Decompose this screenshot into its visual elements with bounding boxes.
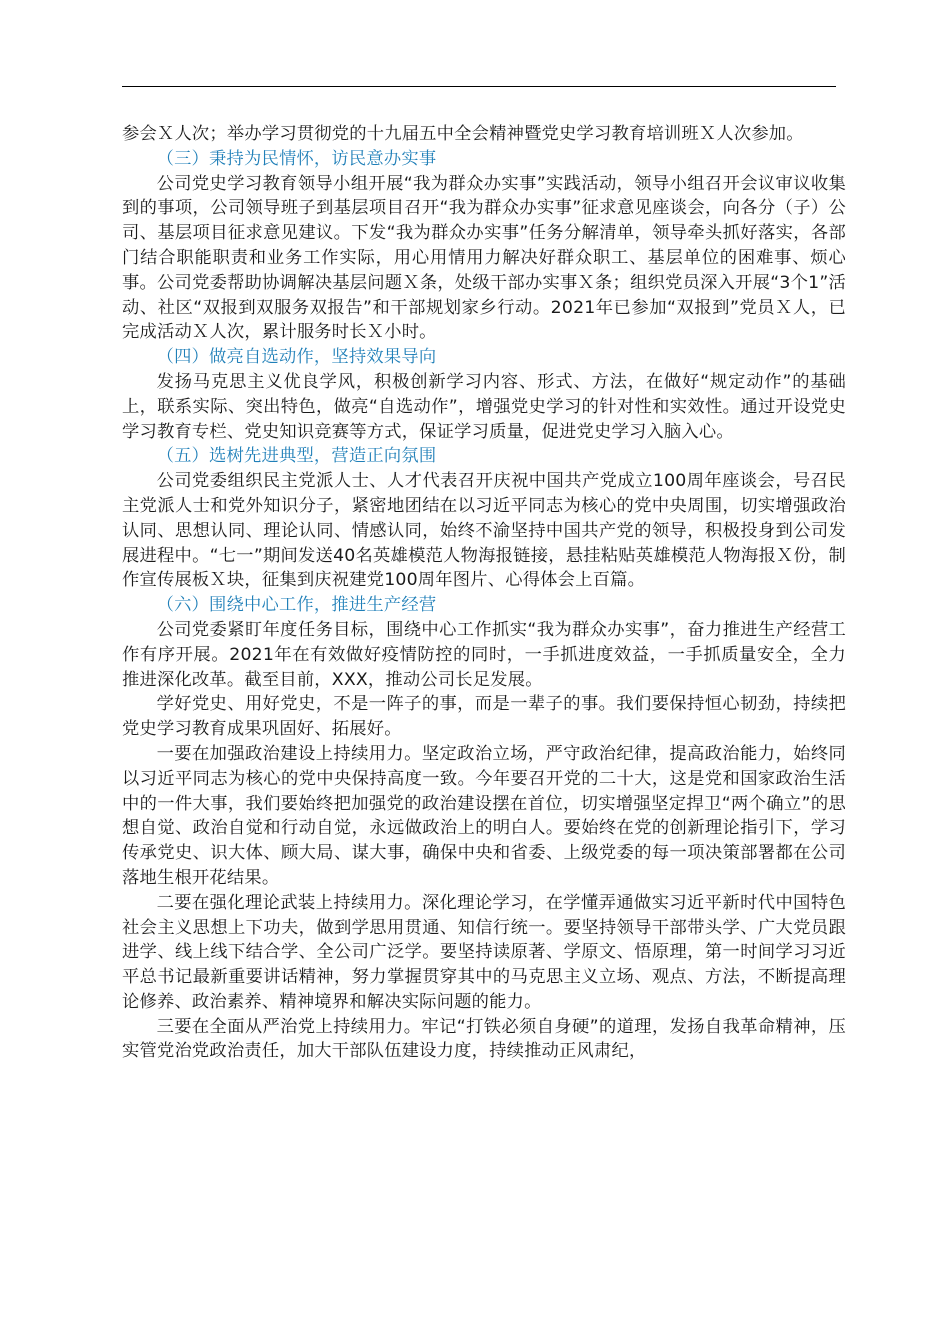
section-heading-5: （五）选树先进典型，营造正向氛围 [156,446,437,467]
paragraph-continuation: 参会Ｘ人次；举办学习贯彻党的十九届五中全会精神暨党史学习教育培训班Ｘ人次参加。 [122,124,804,144]
section-heading-6: （六）围绕中心工作，推进生产经营 [156,595,437,616]
paragraph: 学好党史、用好党史，不是一阵子的事，而是一辈子的事。我们要保持恒心韧劲，持续把党史学习教育成果巩固好、拓展好。 [122,694,846,740]
paragraph: 公司党史学习教育领导小组开展“我为群众办实事”实践活动，领导小组召开会议审议收集到的事项，公司领导班子到基层项目召开“我为群众办实事”征求意见座谈会，向各分（子）公司、基层项目征求意见建议。下发“我为群众办实事”任务分解清单，领导牵头抓好落实，各部门结合职能职责和业务工作实际，用心用情用力解决好群众职工、基层单位的困难事、烦心事。公司党委帮助协调解决基层问题Ｘ条，处级干部办实事Ｘ条；组织党员深入开展“3个1”活动、社区“双报到双服务双报告”和干部规划家乡行动。2021年已参加“双报到”党员Ｘ人，已完成活动Ｘ人次，累计服务时长Ｘ小时。 [122,173,846,343]
paragraph: 公司党委紧盯年度任务目标，围绕中心工作抓实“我为群众办实事”，奋力推进生产经营工作有序开展。2021年在有效做好疫情防控的同时，一手抓进度效益，一手抓质量安全，全力推进深化改革。截至目前，XXX，推动公司长足发展。 [122,619,846,690]
header-rule [122,86,836,87]
paragraph: 发扬马克思主义优良学风，积极创新学习内容、形式、方法，在做好“规定动作”的基础上，联系实际、突出特色，做亮“自选动作”，增强党史学习的针对性和实效性。通过开设党史学习教育专栏、党史知识竞赛等方式，保证学习质量，促进党史学习入脑入心。 [122,371,846,442]
paragraph: 三要在全面从严治党上持续用力。牢记“打铁必须自身硬”的道理，发扬自我革命精神，压实管党治党政治责任，加大干部队伍建设力度，持续推动正风肃纪， [122,1016,846,1062]
section-heading-4: （四）做亮自选动作，坚持效果导向 [156,347,437,368]
section-heading-3: （三）秉持为民情怀，访民意办实事 [156,148,437,169]
paragraph: 公司党委组织民主党派人士、人才代表召开庆祝中国共产党成立100周年座谈会，号召民主党派人士和党外知识分子，紧密地团结在以习近平同志为核心的党中央周围，切实增强政治认同、思想认同、理论认同、情感认同，始终不渝坚持中国共产党的领导，积极投身到公司发展进程中。“七一”期间发送40名英雄模范人物海报链接，悬挂粘贴英雄模范人物海报Ｘ份，制作宣传展板Ｘ块，征集到庆祝建党100周年图片、心得体会上百篇。 [122,471,846,591]
paragraph: 二要在强化理论武装上持续用力。深化理论学习，在学懂弄通做实习近平新时代中国特色社会主义思想上下功夫，做到学思用贯通、知信行统一。要坚持领导干部带头学、广大党员跟进学、线上线下结合学、全公司广泛学。要坚持读原著、学原文、悟原理，第一时间学习习近平总书记最新重要讲话精神，努力掌握贯穿其中的马克思主义立场、观点、方法，不断提高理论修养、政治素养、精神境界和解决实际问题的能力。 [122,892,846,1012]
paragraph: 一要在加强政治建设上持续用力。坚定政治立场，严守政治纪律，提高政治能力，始终同以习近平同志为核心的党中央保持高度一致。今年要召开党的二十大，这是党和国家政治生活中的一件大事，我们要始终把加强党的政治建设摆在首位，切实增强坚定捍卫“两个确立”的思想自觉、政治自觉和行动自觉，永远做政治上的明白人。要始终在党的创新理论指引下，学习传承党史、识大体、顾大局、谋大事，确保中央和省委、上级党委的每一项决策部署都在公司落地生根开花结果。 [122,743,846,888]
document-body [122,122,846,1064]
